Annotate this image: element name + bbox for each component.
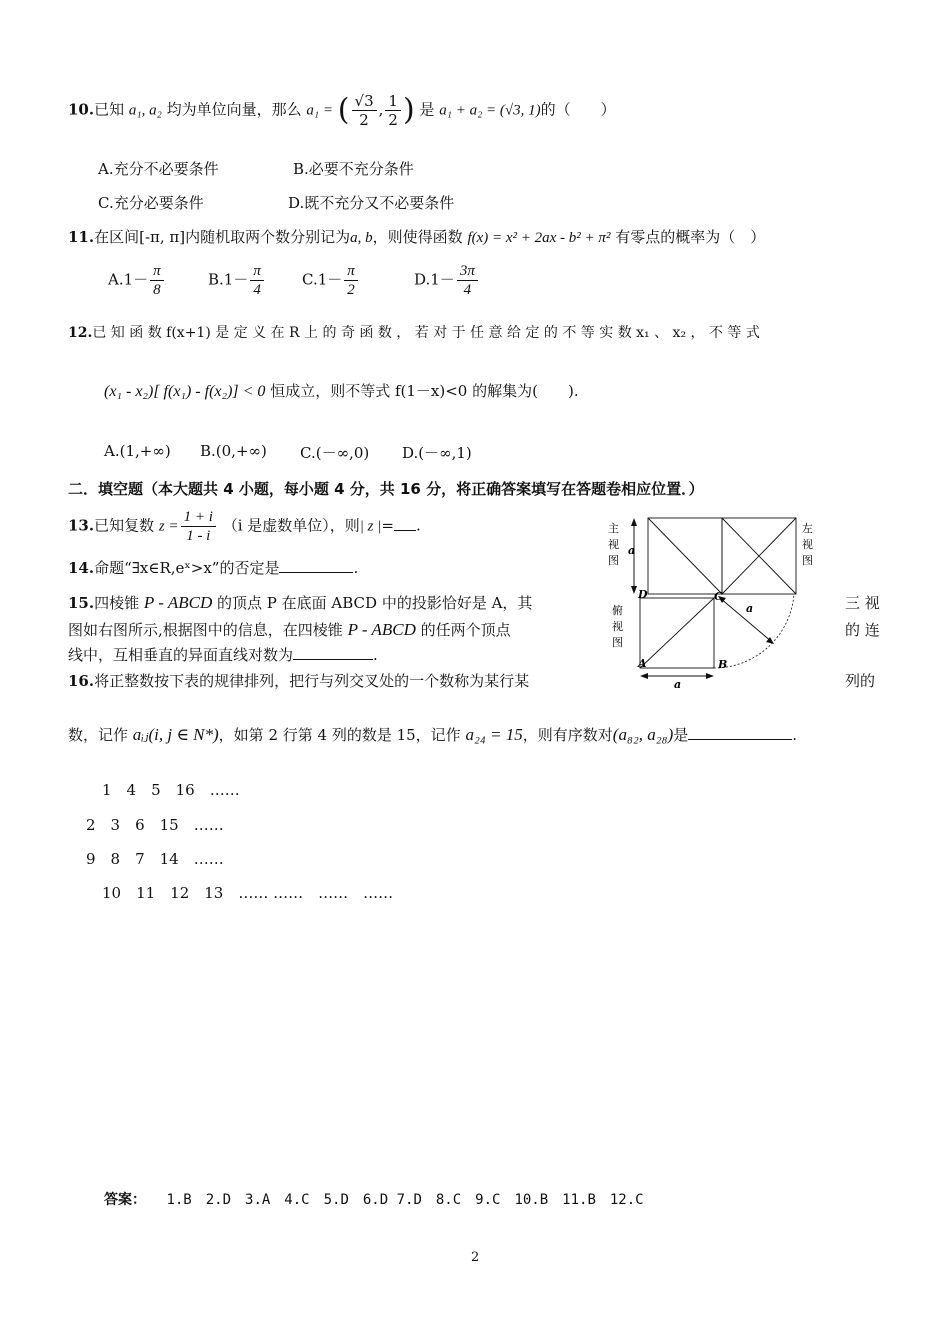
q15-line1 (68, 592, 532, 614)
q11-option-b-den: 4 (253, 282, 261, 298)
q15-number: 15. (68, 594, 95, 612)
q11-option-b (208, 262, 266, 299)
q10-number: 10. (68, 100, 95, 119)
q10-paren-open: ( (337, 92, 350, 128)
q14-end: . (353, 559, 359, 577)
q10-cond-lhs: a₁ = (306, 102, 334, 119)
height-arrow-top (631, 518, 637, 526)
side-label-3: 图 (802, 554, 813, 567)
q11-option-b-num: π (250, 262, 264, 281)
q10-option-d: D.既不充分又不必要条件 (288, 194, 455, 212)
q15-line2 (68, 619, 511, 641)
page-number: 2 (471, 1250, 480, 1265)
answer-label: 答案： (104, 1192, 146, 1208)
q12-option-a: A.(1,+∞) (104, 442, 171, 460)
q15-pyramid: P - ABCD (143, 593, 213, 612)
vertex-label-d: D (638, 588, 648, 601)
q12-option-d: D.(－∞,1) (402, 444, 472, 462)
q15-text3: 线中，互相垂直的异面直线对数为 (68, 646, 294, 664)
q12-line1 (68, 322, 760, 344)
three-view-figure (600, 510, 813, 691)
radius-label-a: a (746, 602, 754, 615)
q14-text: 命题“∃x∈R,eˣ>x”的否定是 (94, 559, 280, 577)
q16-text2b: ，如第 2 行第 4 列的数是 15，记作 (218, 726, 461, 744)
q14-answer-blank[interactable] (279, 558, 353, 573)
q12-option-c: C.(－∞,0) (300, 444, 370, 462)
q11-option-d-num: 3π (457, 262, 478, 281)
q11-option-c (302, 262, 360, 299)
q11-option-a (108, 262, 166, 299)
vertex-label-b: B (718, 658, 728, 671)
q15-end: . (373, 646, 378, 664)
q12-option-b: B.(0,+∞) (200, 442, 267, 460)
q11-option-c-label: C.1－ (302, 270, 343, 289)
q11-option-d-den: 4 (463, 282, 472, 298)
q13-line (68, 508, 421, 545)
q13-text1: 已知复数 (94, 516, 155, 535)
side-label-1: 左 (802, 522, 813, 535)
q16-text2d: 是 (673, 726, 689, 744)
radius-arc (714, 594, 794, 668)
q15-answer-blank[interactable] (293, 645, 373, 660)
q11-text2: ，则使得函数 (372, 228, 463, 246)
q10-frac-sqrt3 (352, 92, 377, 129)
vertex-label-c: C (714, 590, 723, 603)
q16-text1c: 列的 (845, 672, 876, 690)
q10-frac-half-num: 1 (385, 92, 401, 111)
q11-option-c-num: π (344, 262, 358, 281)
q10-tail: 的（ ） (540, 100, 616, 119)
q11-vars: a, b (350, 230, 373, 246)
width-arrow-right (706, 673, 714, 679)
q13-end: . (415, 516, 421, 535)
q12-text2: 恒成立，则不等式 f(1－x)<0 的解集为( ). (270, 382, 579, 400)
q10-cond2: a₁ + a₂ = (√3, 1) (439, 102, 541, 119)
q16-text1: 将正整数按下表的规律排列，把行与列交叉处的一个数称为某行某 (94, 672, 530, 690)
q16-line1 (68, 670, 529, 692)
q11-option-d-label: D.1－ (414, 270, 455, 289)
q11-option-c-frac (344, 262, 358, 299)
q16-table-row-3: 9 8 7 14 …… (86, 850, 224, 868)
q13-number: 13. (68, 516, 95, 535)
q10-option-a: A.充分不必要条件 (98, 160, 219, 178)
q10-frac-half-den: 2 (388, 111, 398, 129)
q16-line2 (68, 724, 797, 746)
q10-frac-sqrt3-den: 2 (359, 111, 369, 129)
q13-frac (181, 508, 216, 545)
q13-abs: | z | (359, 518, 382, 535)
top-label-3: 图 (612, 636, 623, 649)
q12-number: 12. (68, 325, 93, 341)
q13-frac-den: 1 - i (186, 528, 211, 544)
q11-option-b-frac (250, 262, 264, 299)
q16-number: 16. (68, 672, 95, 690)
top-label-2: 视 (612, 620, 623, 633)
q11-option-c-den: 2 (347, 282, 355, 298)
q10-mid: 均为单位向量，那么 (166, 100, 302, 119)
q15-line3 (68, 644, 378, 666)
q10-prefix: 已知 (94, 100, 125, 119)
q15-text2a: 图如右图所示,根据图中的信息，在四棱锥 (68, 621, 343, 639)
q10-line: 10.已知 a₁, a₂ 均为单位向量，那么 a₁ = ( $\frac{√3}{2}$ , $\frac{1}{2}$ ) 是 a₁ + a₂ = (√3, 1)的（ ） (68, 92, 616, 129)
vertex-label-a: A (638, 657, 647, 670)
front-label-2: 视 (608, 538, 619, 551)
answer-line (104, 1189, 644, 1209)
answer-list: 1.B 2.D 3.A 4.C 5.D 6.D 7.D 8.C 9.C 10.B 11.B 12.C (166, 1192, 644, 1208)
section2-heading: 二．填空题（本大题共 4 小题，每小题 4 分，共 16 分，将正确答案填写在答题卷相应位置．） (68, 480, 704, 498)
q15-text1c: 三 视 (845, 594, 880, 612)
q11-option-d-frac (457, 262, 478, 299)
q11-option-d (414, 262, 480, 299)
q12-ineq: (x₁ - x₂)[ f(x₁) - f(x₂)] < 0 (104, 383, 266, 400)
q10-option-c: C.充分必要条件 (98, 194, 204, 212)
q12-text1: 已 知 函 数 f(x+1) 是 定 义 在 R 上 的 奇 函 数 ， 若 对 于 任 意 给 定 的 不 等 实 数 x₁ 、 x₂ ， 不 等 式 (92, 325, 760, 341)
q14-line (68, 557, 358, 579)
q12-line2 (104, 380, 579, 403)
q16-text2a: 数，记作 (68, 726, 129, 744)
q10-option-b: B.必要不充分条件 (293, 160, 414, 178)
front-view-diagonal (648, 518, 722, 594)
q14-number: 14. (68, 559, 95, 577)
q10-paren-close: ) (402, 92, 415, 128)
q10-frac-sqrt3-num: √3 (352, 92, 377, 111)
q13-z: z = (158, 518, 179, 535)
q11-option-a-num: π (150, 262, 164, 281)
q11-option-a-den: 8 (153, 282, 161, 298)
q15-text1b: 的顶点 P 在底面 ABCD 中的投影恰好是 A，其 (217, 594, 533, 612)
q11-option-a-frac (150, 262, 164, 299)
top-label-1: 俯 (612, 604, 623, 617)
front-label-1: 主 (608, 522, 619, 535)
q16-pair: (a₈₂, a₂₈) (612, 725, 674, 744)
q11-text3: 有零点的概率为（ ） (615, 228, 766, 246)
q16-table-row-4: 10 11 12 13 …… …… …… …… (102, 884, 394, 902)
front-label-3: 图 (608, 554, 619, 567)
q11-option-b-label: B.1－ (208, 270, 249, 289)
q15-pyramid-2: P - ABCD (347, 620, 416, 639)
q16-answer-blank[interactable] (688, 725, 792, 740)
q15-text2c: 的 连 (845, 621, 880, 639)
q11-func: f(x) = x² + 2ax - b² + π² (467, 230, 611, 246)
q16-text2c: ，则有序数对 (522, 726, 613, 744)
width-arrow-left (640, 673, 648, 679)
q13-answer-blank[interactable] (394, 516, 416, 531)
top-view-diagonal (640, 598, 714, 668)
q15-text1a: 四棱锥 (94, 594, 140, 612)
height-label-a: a (628, 544, 636, 557)
q16-end: . (792, 726, 798, 744)
q16-table-row-2: 2 3 6 15 …… (86, 816, 224, 834)
height-arrow-bottom (631, 586, 637, 594)
width-label-a: a (674, 678, 682, 691)
q15-text2b: 的任两个顶点 (420, 621, 511, 639)
q16-example: a₂₄ = 15 (465, 725, 523, 744)
q13-text2: （i 是虚数单位），则 (222, 516, 360, 535)
q13-text3: = (381, 516, 394, 535)
q16-notation: aᵢⱼ(i, j ∈ N*) (132, 725, 219, 744)
q10-frac-half (385, 92, 401, 129)
q13-frac-num: 1 + i (181, 508, 216, 527)
q10-vars: a₁, a₂ (128, 102, 162, 119)
q16-table-row-1: 1 4 5 16 …… (102, 781, 240, 799)
q11-text1: 在区间[-π, π]内随机取两个数分别记为 (94, 228, 351, 246)
side-label-2: 视 (802, 538, 813, 551)
q11-line (68, 226, 765, 249)
q11-option-a-label: A.1－ (108, 270, 149, 289)
q11-number: 11. (68, 228, 95, 246)
q10-is: 是 (419, 100, 435, 119)
